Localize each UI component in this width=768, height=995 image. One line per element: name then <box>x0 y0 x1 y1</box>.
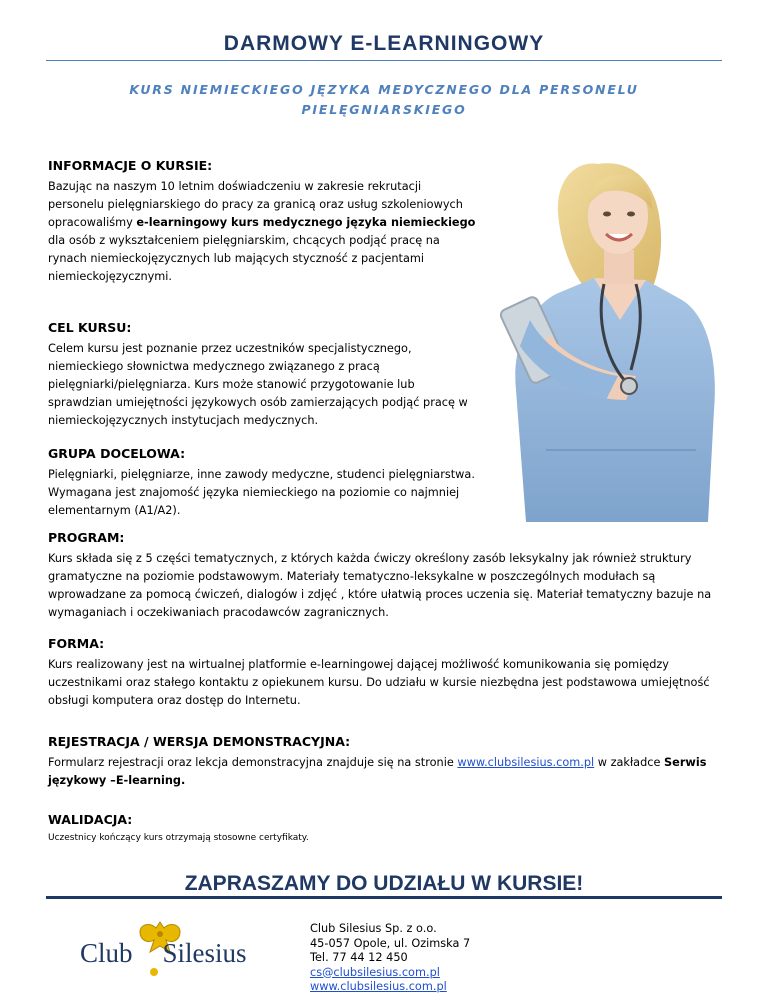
goal-heading: CEL KURSU: <box>48 320 132 335</box>
title-divider <box>46 60 722 61</box>
registration-text: Formularz rejestracji oraz lekcja demonstracyjna znajduje się na stronie www.clubsilesius.com.pl w zakładce Serwis językowy –E-learning. <box>48 756 707 787</box>
info-section <box>48 158 476 286</box>
company-name: Club Silesius Sp. z o.o. <box>310 922 437 935</box>
registration-bold-text: Serwis językowy –E-learning. <box>48 756 707 787</box>
target-group-text: Pielęgniarki, pielęgniarze, inne zawody medyczne, studenci pielęgniarstwa. Wymagana jest znajomość języka niemieckiego na poziomie co najmniej elementarnym (A1/A2). <box>48 468 475 517</box>
goal-text: Celem kursu jest poznanie przez uczestników specjalistycznego, niemieckiego słownictwa medycznego związanego z pracą pielęgniarki/pielęgniarza. Kurs może stanowić przygotowanie lub sprawdzian umiejętności językowych osób zamierzających podjąć pracę w niemieckojęzycznych instytucjach medycznych. <box>48 342 468 427</box>
validation-heading: WALIDACJA: <box>48 812 133 827</box>
nurse-photo <box>486 150 736 522</box>
target-group-heading: GRUPA DOCELOWA: <box>48 446 186 461</box>
goal-section <box>48 320 478 430</box>
program-text: Kurs składa się z 5 części tematycznych, z których każda ćwiczy określony zasób leksykalny jak również struktury gramatyczne na poziomie podstawowym. Materiały tematyczno-leksykalne w poszczególnych modułach są wprowadzane za pomocą ćwiczeń, dialogów i zdjęć , które ułatwią proces uczenia się. Materiał tematyczny bazuje na wymaganiach i oczekiwaniach pracodawców zagranicznych. <box>48 552 712 619</box>
info-bold-text: e-learningowy kurs medycznego języka niemieckiego <box>136 216 476 229</box>
email-link[interactable]: cs@clubsilesius.com.pl <box>310 965 440 979</box>
form-section <box>48 636 722 710</box>
page-title: DARMOWY E-LEARNINGOWY <box>223 32 545 55</box>
footer-divider <box>46 896 722 899</box>
registration-section <box>48 734 722 790</box>
info-heading: INFORMACJE O KURSIE: <box>48 158 213 173</box>
course-subtitle: KURS NIEMIECKIEGO JĘZYKA MEDYCZNEGO DLA PERSONELU PIELĘGNIARSKIEGO <box>129 82 639 117</box>
call-to-action: ZAPRASZAMY DO UDZIAŁU W KURSIE! <box>184 872 584 895</box>
program-heading: PROGRAM: <box>48 530 125 545</box>
program-section <box>48 530 722 622</box>
logo-wordmark: Club Silesius <box>80 938 247 968</box>
registration-heading: REJESTRACJA / WERSJA DEMONSTRACYJNA: <box>48 734 351 749</box>
form-text: Kurs realizowany jest na wirtualnej platformie e-learningowej dającej możliwość komunikowania się pomiędzy uczestnikami oraz stałego kontaktu z opiekunem kursu. Do udziału w kursie niezbędna jest podstawowa umiejętność obsługi komputera oraz dostęp do Internetu. <box>48 658 710 707</box>
company-phone: Tel. 77 44 12 450 <box>310 951 408 964</box>
website-footer-link[interactable]: www.clubsilesius.com.pl <box>310 980 447 993</box>
validation-text: Uczestnicy kończący kurs otrzymają stosowne certyfikaty. <box>48 833 309 843</box>
contact-block <box>310 922 470 995</box>
info-text: Bazując na naszym 10 letnim doświadczeniu w zakresie rekrutacji personelu pielęgniarskiego do pracy za granicą oraz usług szkoleniowych opracowaliśmy e-learningowy kurs medycznego języka niemieckiego dla osób z wykształceniem pielęgniarskim, chcących podjąć pracę na rynach niemieckojęzycznych lub mających styczność z pacjentami niemieckojęzycznymi. <box>48 180 476 283</box>
website-link[interactable]: www.clubsilesius.com.pl <box>457 756 595 769</box>
company-address: 45-057 Opole, ul. Ozimska 7 <box>310 936 471 950</box>
form-heading: FORMA: <box>48 636 105 651</box>
target-group-section <box>48 446 480 520</box>
validation-section <box>48 812 722 845</box>
